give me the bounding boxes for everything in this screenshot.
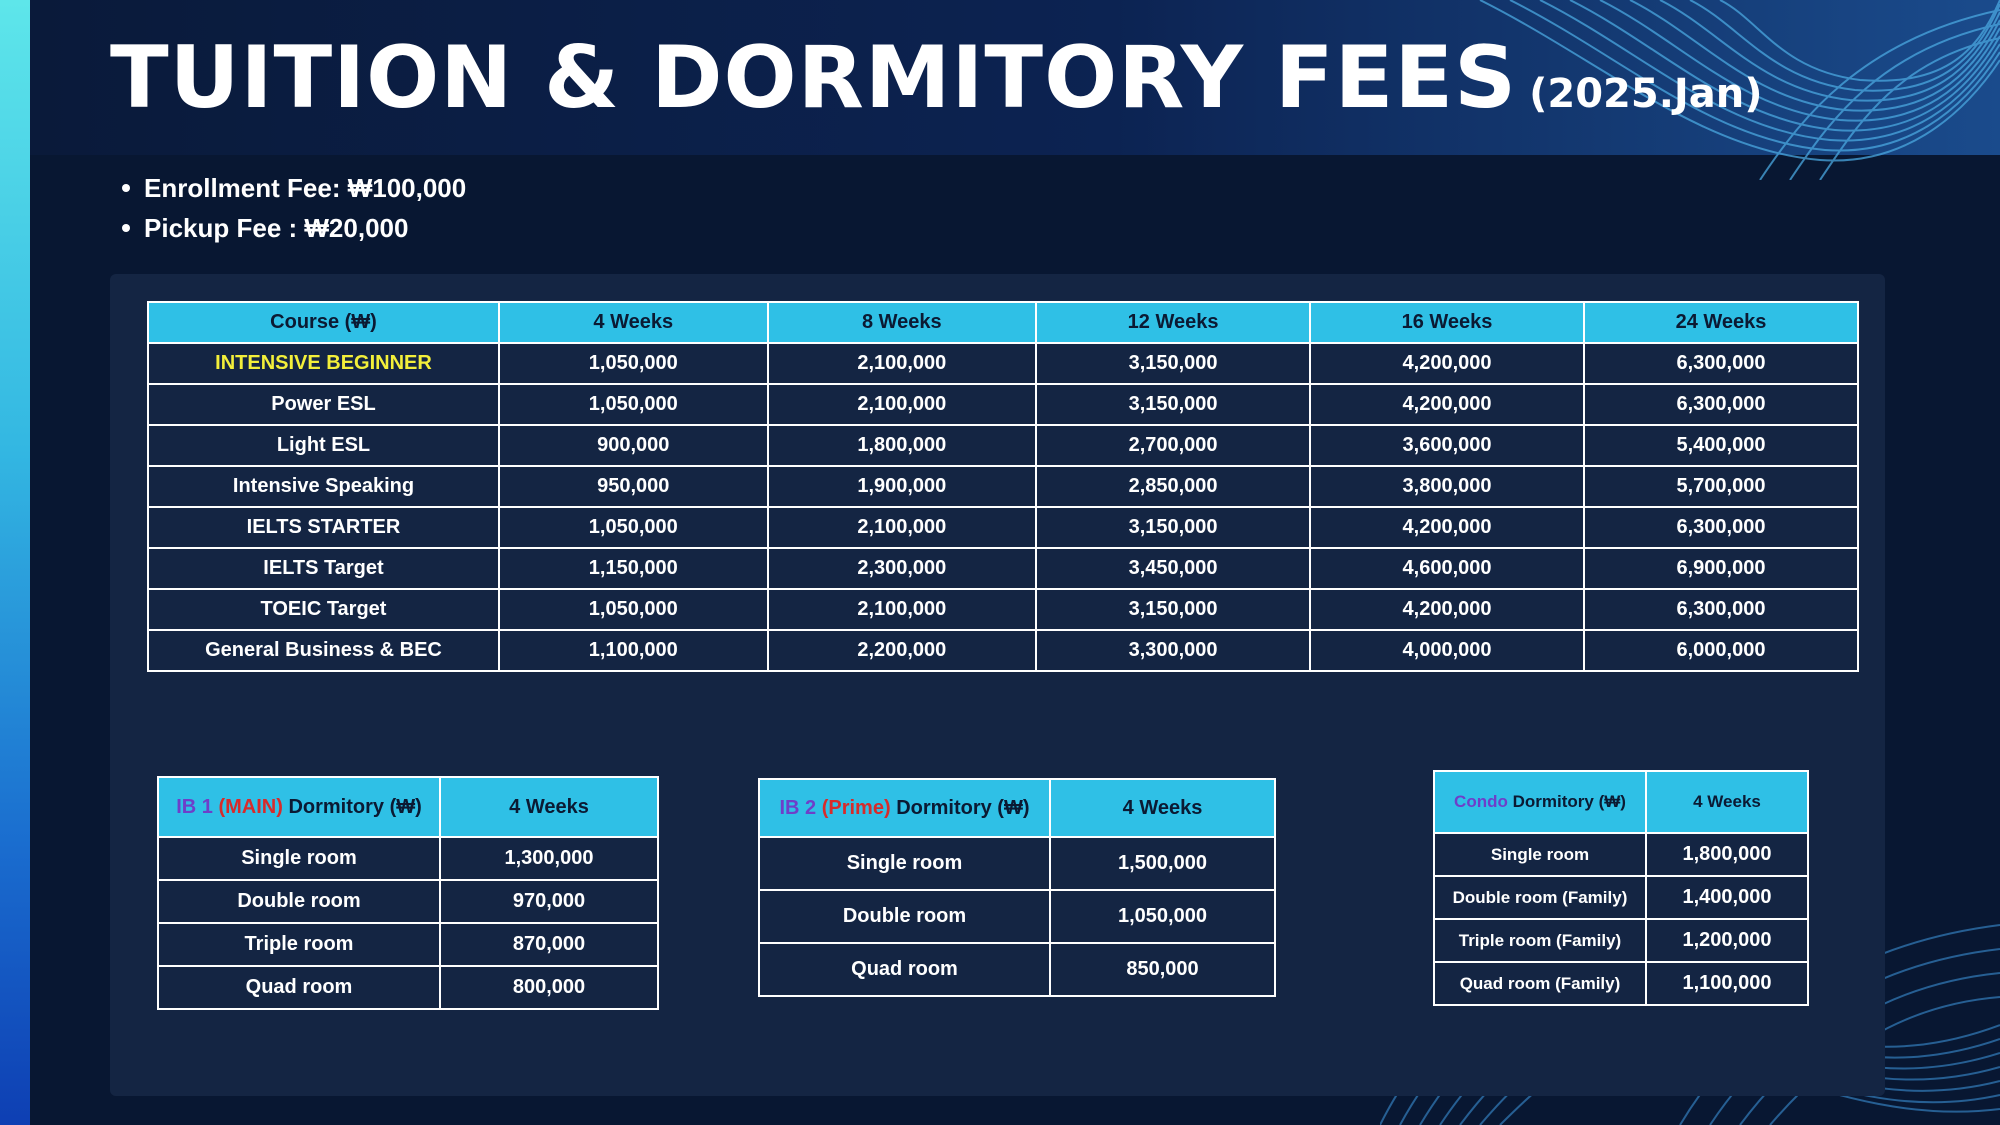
table-row bbox=[148, 630, 1858, 671]
price-cell: 6,300,000 bbox=[1584, 384, 1858, 425]
price-cell: 6,300,000 bbox=[1584, 343, 1858, 384]
table-row bbox=[759, 943, 1275, 996]
table-row bbox=[148, 507, 1858, 548]
header-4-weeks: 4 Weeks bbox=[499, 302, 768, 343]
dorm-header-text: Dormitory (₩) bbox=[288, 795, 422, 818]
price-cell: 1,300,000 bbox=[440, 837, 658, 880]
price-cell: 2,850,000 bbox=[1036, 466, 1310, 507]
price-cell: 4,600,000 bbox=[1310, 548, 1584, 589]
price-cell: 1,100,000 bbox=[1646, 962, 1808, 1005]
price-cell: 1,500,000 bbox=[1050, 837, 1275, 890]
price-cell: 1,050,000 bbox=[499, 589, 768, 630]
price-cell: 1,050,000 bbox=[499, 507, 768, 548]
table-header-row bbox=[1434, 771, 1808, 833]
room-type: Single room bbox=[759, 837, 1050, 890]
price-cell: 1,050,000 bbox=[1050, 890, 1275, 943]
dorm-variant: (Prime) bbox=[821, 796, 891, 819]
room-type: Single room bbox=[158, 837, 440, 880]
price-cell: 5,700,000 bbox=[1584, 466, 1858, 507]
room-type: Double room (Family) bbox=[1434, 876, 1646, 919]
table-row bbox=[158, 880, 658, 923]
dorm-variant: (MAIN) bbox=[218, 795, 283, 818]
dorm-header-weeks: 4 Weeks bbox=[440, 777, 658, 837]
room-type: Triple room bbox=[158, 923, 440, 966]
price-cell: 1,800,000 bbox=[768, 425, 1037, 466]
course-name: IELTS Target bbox=[148, 548, 499, 589]
price-cell: 6,300,000 bbox=[1584, 507, 1858, 548]
price-cell: 1,900,000 bbox=[768, 466, 1037, 507]
fee-item-enrollment bbox=[118, 168, 466, 208]
dorm-header-label bbox=[158, 777, 440, 837]
price-cell: 950,000 bbox=[499, 466, 768, 507]
price-cell: 3,800,000 bbox=[1310, 466, 1584, 507]
header-16-weeks: 16 Weeks bbox=[1310, 302, 1584, 343]
left-accent-strip bbox=[0, 0, 30, 1125]
course-name: General Business & BEC bbox=[148, 630, 499, 671]
bullet-icon bbox=[122, 224, 130, 232]
price-cell: 1,800,000 bbox=[1646, 833, 1808, 876]
price-cell: 1,200,000 bbox=[1646, 919, 1808, 962]
price-cell: 1,050,000 bbox=[499, 343, 768, 384]
table-row bbox=[148, 425, 1858, 466]
price-cell: 4,000,000 bbox=[1310, 630, 1584, 671]
table-row bbox=[148, 384, 1858, 425]
table-header-row bbox=[759, 779, 1275, 837]
price-cell: 3,150,000 bbox=[1036, 589, 1310, 630]
price-cell: 2,200,000 bbox=[768, 630, 1037, 671]
course-name: Intensive Speaking bbox=[148, 466, 499, 507]
course-name: IELTS STARTER bbox=[148, 507, 499, 548]
price-cell: 1,150,000 bbox=[499, 548, 768, 589]
table-row bbox=[148, 589, 1858, 630]
price-cell: 3,600,000 bbox=[1310, 425, 1584, 466]
price-cell: 2,700,000 bbox=[1036, 425, 1310, 466]
price-cell: 3,150,000 bbox=[1036, 507, 1310, 548]
table-row bbox=[158, 966, 658, 1009]
table-row bbox=[759, 837, 1275, 890]
course-name: TOEIC Target bbox=[148, 589, 499, 630]
table-header-row bbox=[148, 302, 1858, 343]
price-cell: 900,000 bbox=[499, 425, 768, 466]
table-row bbox=[1434, 833, 1808, 876]
room-type: Quad room (Family) bbox=[1434, 962, 1646, 1005]
price-cell: 1,400,000 bbox=[1646, 876, 1808, 919]
table-row bbox=[158, 837, 658, 880]
price-cell: 800,000 bbox=[440, 966, 658, 1009]
header-12-weeks: 12 Weeks bbox=[1036, 302, 1310, 343]
price-cell: 2,100,000 bbox=[768, 384, 1037, 425]
dorm-header-weeks: 4 Weeks bbox=[1646, 771, 1808, 833]
price-cell: 1,050,000 bbox=[499, 384, 768, 425]
fee-list bbox=[118, 168, 466, 248]
price-cell: 3,150,000 bbox=[1036, 343, 1310, 384]
dorm-header-text: Dormitory (₩) bbox=[896, 796, 1030, 819]
room-type: Single room bbox=[1434, 833, 1646, 876]
table-row bbox=[148, 548, 1858, 589]
table-row bbox=[158, 923, 658, 966]
table-row bbox=[1434, 962, 1808, 1005]
table-header-row bbox=[158, 777, 658, 837]
price-cell: 4,200,000 bbox=[1310, 507, 1584, 548]
price-cell: 2,100,000 bbox=[768, 589, 1037, 630]
price-cell: 1,100,000 bbox=[499, 630, 768, 671]
price-cell: 4,200,000 bbox=[1310, 384, 1584, 425]
header-course: Course (₩) bbox=[148, 302, 499, 343]
fee-item-pickup bbox=[118, 208, 466, 248]
course-name: Power ESL bbox=[148, 384, 499, 425]
title-main: TUITION & DORMITORY FEES bbox=[110, 28, 1518, 128]
price-cell: 4,200,000 bbox=[1310, 589, 1584, 630]
price-cell: 4,200,000 bbox=[1310, 343, 1584, 384]
price-cell: 3,150,000 bbox=[1036, 384, 1310, 425]
table-row bbox=[1434, 919, 1808, 962]
dorm-header-text: Dormitory (₩) bbox=[1512, 792, 1626, 811]
room-type: Triple room (Family) bbox=[1434, 919, 1646, 962]
table-row bbox=[148, 343, 1858, 384]
course-name: Light ESL bbox=[148, 425, 499, 466]
price-cell: 870,000 bbox=[440, 923, 658, 966]
price-cell: 6,300,000 bbox=[1584, 589, 1858, 630]
room-type: Quad room bbox=[759, 943, 1050, 996]
tuition-table bbox=[147, 301, 1859, 672]
dorm-header-label bbox=[759, 779, 1050, 837]
price-cell: 2,100,000 bbox=[768, 507, 1037, 548]
fee-text: Enrollment Fee: ₩100,000 bbox=[144, 173, 467, 203]
room-type: Double room bbox=[158, 880, 440, 923]
price-cell: 3,450,000 bbox=[1036, 548, 1310, 589]
table-row bbox=[148, 466, 1858, 507]
dorm-main-table bbox=[157, 776, 659, 1010]
page-title bbox=[110, 28, 1763, 144]
header-8-weeks: 8 Weeks bbox=[768, 302, 1037, 343]
price-cell: 850,000 bbox=[1050, 943, 1275, 996]
price-cell: 970,000 bbox=[440, 880, 658, 923]
price-cell: 2,300,000 bbox=[768, 548, 1037, 589]
dorm-header-weeks: 4 Weeks bbox=[1050, 779, 1275, 837]
price-cell: 6,900,000 bbox=[1584, 548, 1858, 589]
bullet-icon bbox=[122, 184, 130, 192]
fee-text: Pickup Fee : ₩20,000 bbox=[144, 213, 409, 243]
room-type: Quad room bbox=[158, 966, 440, 1009]
price-cell: 2,100,000 bbox=[768, 343, 1037, 384]
dorm-brand: IB 2 bbox=[779, 796, 817, 819]
price-cell: 6,000,000 bbox=[1584, 630, 1858, 671]
dorm-prime-table bbox=[758, 778, 1276, 997]
header-24-weeks: 24 Weeks bbox=[1584, 302, 1858, 343]
dorm-condo-table bbox=[1433, 770, 1809, 1006]
dorm-header-label bbox=[1434, 771, 1646, 833]
table-row bbox=[1434, 876, 1808, 919]
dorm-brand: IB 1 bbox=[176, 795, 213, 818]
room-type: Double room bbox=[759, 890, 1050, 943]
table-row bbox=[759, 890, 1275, 943]
dorm-brand: Condo bbox=[1454, 792, 1508, 811]
course-name: INTENSIVE BEGINNER bbox=[148, 343, 499, 384]
price-cell: 3,300,000 bbox=[1036, 630, 1310, 671]
title-date: (2025.Jan) bbox=[1529, 71, 1763, 117]
price-cell: 5,400,000 bbox=[1584, 425, 1858, 466]
